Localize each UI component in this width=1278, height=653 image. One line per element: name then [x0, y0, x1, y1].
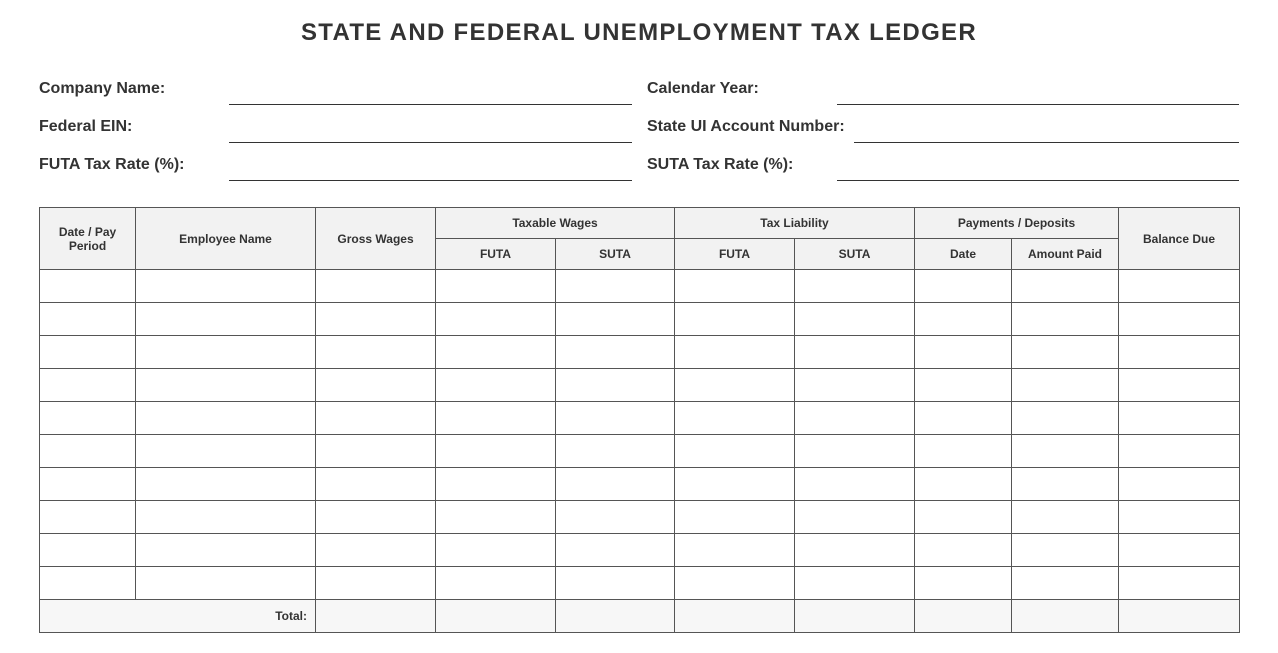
amount-paid-cell[interactable]: [1012, 435, 1119, 468]
total-balance-due[interactable]: [1119, 600, 1240, 633]
federal-ein-label: Federal EIN:: [39, 118, 133, 135]
balance-due-cell[interactable]: [1119, 567, 1240, 600]
liability-suta-cell[interactable]: [795, 303, 915, 336]
liability-suta-cell[interactable]: [795, 270, 915, 303]
table-row: [40, 567, 1240, 600]
total-row: [40, 600, 1240, 633]
taxable-suta-cell[interactable]: [556, 270, 675, 303]
liability-futa-cell[interactable]: [675, 534, 795, 567]
liability-suta-cell[interactable]: [795, 435, 915, 468]
liability-futa-cell[interactable]: [675, 369, 795, 402]
gross-wages-cell[interactable]: [316, 435, 436, 468]
liability-futa-cell[interactable]: [675, 336, 795, 369]
amount-paid-cell[interactable]: [1012, 336, 1119, 369]
taxable-futa-cell[interactable]: [436, 270, 556, 303]
calendar-year-label: Calendar Year:: [647, 80, 759, 97]
balance-due-cell[interactable]: [1119, 468, 1240, 501]
total-amount-paid[interactable]: [1012, 600, 1119, 633]
balance-due-cell[interactable]: [1119, 270, 1240, 303]
taxable-futa-cell[interactable]: [436, 534, 556, 567]
payment-date-cell[interactable]: [915, 369, 1012, 402]
date-pay-period-cell[interactable]: [40, 534, 136, 567]
table-row: [40, 270, 1240, 303]
taxable-futa-cell[interactable]: [436, 369, 556, 402]
employee-name-cell[interactable]: [136, 369, 316, 402]
page-title: STATE AND FEDERAL UNEMPLOYMENT TAX LEDGER: [301, 19, 977, 46]
employee-name-cell[interactable]: [136, 270, 316, 303]
table-row: [40, 369, 1240, 402]
liability-suta-cell[interactable]: [795, 501, 915, 534]
liability-futa-cell[interactable]: [675, 402, 795, 435]
suta-rate-label: SUTA Tax Rate (%):: [647, 156, 794, 173]
gross-wages-cell[interactable]: [316, 501, 436, 534]
taxable-suta-cell[interactable]: [556, 534, 675, 567]
employee-name-cell[interactable]: [136, 402, 316, 435]
total-payment-date[interactable]: [915, 600, 1012, 633]
table-row: [40, 402, 1240, 435]
employee-name-cell[interactable]: [136, 534, 316, 567]
gross-wages-cell[interactable]: [316, 270, 436, 303]
liability-suta-cell[interactable]: [795, 369, 915, 402]
header-taxable-suta: SUTA: [556, 239, 675, 270]
employee-name-cell[interactable]: [136, 435, 316, 468]
taxable-futa-cell[interactable]: [436, 501, 556, 534]
taxable-suta-cell[interactable]: [556, 336, 675, 369]
amount-paid-cell[interactable]: [1012, 270, 1119, 303]
gross-wages-cell[interactable]: [316, 336, 436, 369]
gross-wages-cell[interactable]: [316, 369, 436, 402]
balance-due-cell[interactable]: [1119, 402, 1240, 435]
total-liability-suta[interactable]: [795, 600, 915, 633]
date-pay-period-cell[interactable]: [40, 567, 136, 600]
liability-suta-cell[interactable]: [795, 534, 915, 567]
taxable-suta-cell[interactable]: [556, 468, 675, 501]
payment-date-cell[interactable]: [915, 336, 1012, 369]
payment-date-cell[interactable]: [915, 402, 1012, 435]
payment-date-cell[interactable]: [915, 270, 1012, 303]
taxable-futa-cell[interactable]: [436, 303, 556, 336]
total-taxable-futa[interactable]: [436, 600, 556, 633]
amount-paid-cell[interactable]: [1012, 567, 1119, 600]
header-taxable-futa: FUTA: [436, 239, 556, 270]
date-pay-period-cell[interactable]: [40, 435, 136, 468]
payment-date-cell[interactable]: [915, 567, 1012, 600]
company-name-field[interactable]: [229, 104, 632, 105]
total-taxable-suta[interactable]: [556, 600, 675, 633]
total-liability-futa[interactable]: [675, 600, 795, 633]
liability-futa-cell[interactable]: [675, 303, 795, 336]
payment-date-cell[interactable]: [915, 534, 1012, 567]
header-balance-due: Balance Due: [1119, 208, 1240, 270]
taxable-suta-cell[interactable]: [556, 435, 675, 468]
employee-name-cell[interactable]: [136, 468, 316, 501]
balance-due-cell[interactable]: [1119, 534, 1240, 567]
table-row: [40, 534, 1240, 567]
date-pay-period-cell[interactable]: [40, 501, 136, 534]
amount-paid-cell[interactable]: [1012, 369, 1119, 402]
futa-rate-field[interactable]: [229, 180, 632, 181]
taxable-suta-cell[interactable]: [556, 402, 675, 435]
header-date-pay-period: Date / Pay Period: [40, 208, 136, 270]
balance-due-cell[interactable]: [1119, 303, 1240, 336]
taxable-futa-cell[interactable]: [436, 567, 556, 600]
taxable-suta-cell[interactable]: [556, 501, 675, 534]
gross-wages-cell[interactable]: [316, 534, 436, 567]
header-gross-wages: Gross Wages: [316, 208, 436, 270]
amount-paid-cell[interactable]: [1012, 534, 1119, 567]
table-row: [40, 336, 1240, 369]
taxable-futa-cell[interactable]: [436, 435, 556, 468]
liability-suta-cell[interactable]: [795, 402, 915, 435]
total-label: Total:: [40, 600, 316, 633]
federal-ein-field[interactable]: [229, 142, 632, 143]
amount-paid-cell[interactable]: [1012, 468, 1119, 501]
header-liability-suta: SUTA: [795, 239, 915, 270]
taxable-futa-cell[interactable]: [436, 402, 556, 435]
employee-name-cell[interactable]: [136, 303, 316, 336]
table-row: [40, 435, 1240, 468]
balance-due-cell[interactable]: [1119, 336, 1240, 369]
liability-futa-cell[interactable]: [675, 435, 795, 468]
liability-futa-cell[interactable]: [675, 567, 795, 600]
ledger-table: [39, 207, 1240, 633]
payment-date-cell[interactable]: [915, 501, 1012, 534]
table-row: [40, 501, 1240, 534]
suta-rate-field[interactable]: [837, 180, 1239, 181]
taxable-futa-cell[interactable]: [436, 468, 556, 501]
futa-rate-label: FUTA Tax Rate (%):: [39, 156, 185, 173]
date-pay-period-cell[interactable]: [40, 402, 136, 435]
taxable-futa-cell[interactable]: [436, 336, 556, 369]
employee-name-cell[interactable]: [136, 336, 316, 369]
date-pay-period-cell[interactable]: [40, 270, 136, 303]
employee-name-cell[interactable]: [136, 501, 316, 534]
balance-due-cell[interactable]: [1119, 501, 1240, 534]
amount-paid-cell[interactable]: [1012, 501, 1119, 534]
date-pay-period-cell[interactable]: [40, 303, 136, 336]
state-ui-account-label: State UI Account Number:: [647, 118, 845, 135]
gross-wages-cell[interactable]: [316, 567, 436, 600]
gross-wages-cell[interactable]: [316, 303, 436, 336]
header-liability-futa: FUTA: [675, 239, 795, 270]
balance-due-cell[interactable]: [1119, 435, 1240, 468]
header-amount-paid: Amount Paid: [1012, 239, 1119, 270]
date-pay-period-cell[interactable]: [40, 369, 136, 402]
date-pay-period-cell[interactable]: [40, 468, 136, 501]
liability-futa-cell[interactable]: [675, 501, 795, 534]
date-pay-period-cell[interactable]: [40, 336, 136, 369]
gross-wages-cell[interactable]: [316, 402, 436, 435]
amount-paid-cell[interactable]: [1012, 402, 1119, 435]
taxable-suta-cell[interactable]: [556, 567, 675, 600]
ledger-body: [40, 270, 1240, 600]
liability-futa-cell[interactable]: [675, 468, 795, 501]
taxable-suta-cell[interactable]: [556, 303, 675, 336]
table-row: [40, 303, 1240, 336]
taxable-suta-cell[interactable]: [556, 369, 675, 402]
liability-suta-cell[interactable]: [795, 336, 915, 369]
header-payment-date: Date: [915, 239, 1012, 270]
amount-paid-cell[interactable]: [1012, 303, 1119, 336]
liability-suta-cell[interactable]: [795, 567, 915, 600]
field-row-ein: [39, 118, 1239, 144]
payment-date-cell[interactable]: [915, 468, 1012, 501]
field-row-company: [39, 80, 1239, 106]
header-tax-liability: Tax Liability: [675, 208, 915, 239]
field-row-rates: [39, 156, 1239, 182]
balance-due-cell[interactable]: [1119, 369, 1240, 402]
header-taxable-wages: Taxable Wages: [436, 208, 675, 239]
header-payments-deposits: Payments / Deposits: [915, 208, 1119, 239]
company-name-label: Company Name:: [39, 80, 166, 97]
employee-name-cell[interactable]: [136, 567, 316, 600]
table-row: [40, 468, 1240, 501]
payment-date-cell[interactable]: [915, 303, 1012, 336]
payment-date-cell[interactable]: [915, 435, 1012, 468]
header-employee-name: Employee Name: [136, 208, 316, 270]
liability-futa-cell[interactable]: [675, 270, 795, 303]
state-ui-account-field[interactable]: [854, 142, 1239, 143]
total-gross-wages[interactable]: [316, 600, 436, 633]
calendar-year-field[interactable]: [837, 104, 1239, 105]
gross-wages-cell[interactable]: [316, 468, 436, 501]
liability-suta-cell[interactable]: [795, 468, 915, 501]
